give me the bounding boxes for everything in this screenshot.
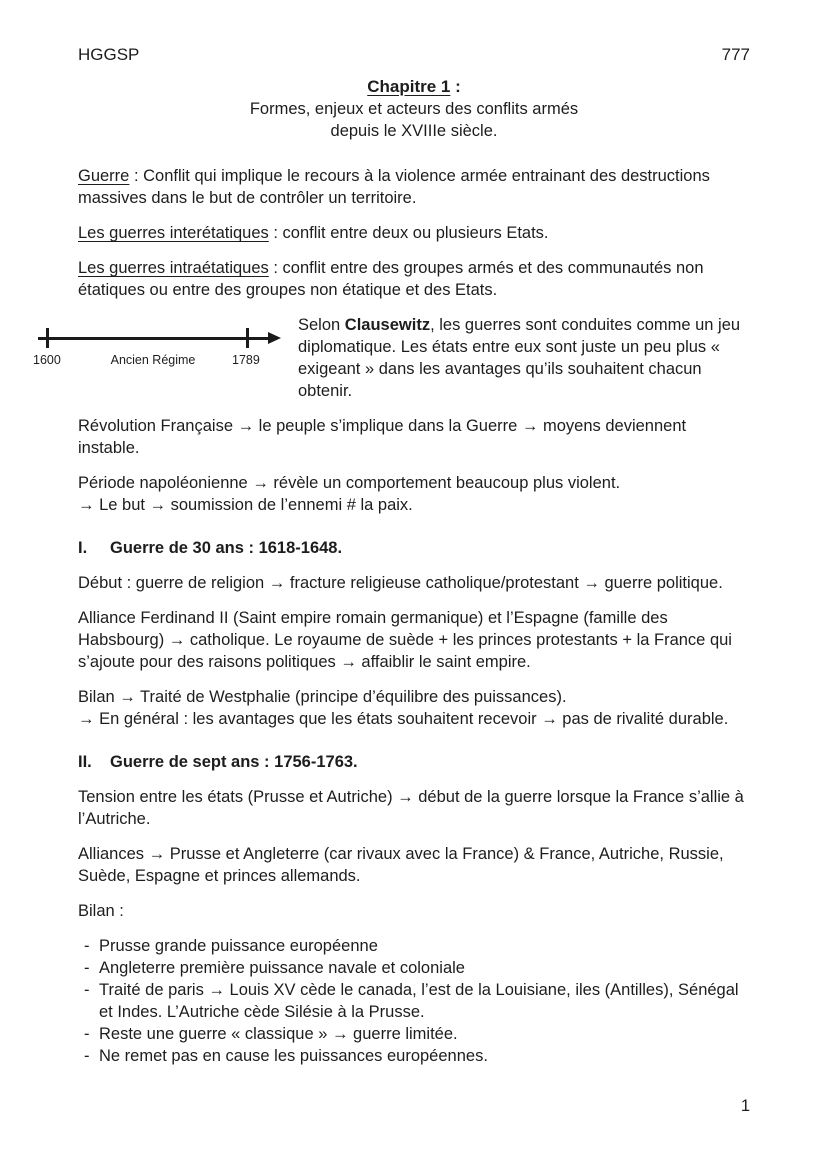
timeline-axis [38, 337, 270, 340]
definition-interetatiques-text: : conflit entre deux ou plusieurs Etats. [268, 224, 549, 242]
dash-marker: - [84, 959, 90, 977]
chapter-title-colon: : [450, 77, 461, 96]
list-item-text: Traité de paris → Louis XV cède le canada, l’est de la Louisiane, iles (Antilles), Sénégal et Indes. L’Autriche cède Silésie à la Prusse. [99, 981, 739, 1021]
definition-intraetatiques-term: Les guerres intraétatiques [78, 259, 269, 277]
timeline-label-ancien-regime: Ancien Régime [110, 353, 196, 367]
section1-paragraph-alliance: Alliance Ferdinand II (Saint empire romain germanique) et l’Espagne (famille des Habsbourg) → catholique. Le royaume de suède + les princes protestants + la France qui s’ajoute pour des raisons politiques → affaiblir le saint empire. [78, 609, 732, 671]
section2-bilan-list [78, 935, 750, 1067]
chapter-title [78, 76, 750, 142]
napoleon-line1: Période napoléonienne → révèle un comportement beaucoup plus violent. [78, 474, 621, 492]
definition-intraetatiques [78, 257, 750, 301]
list-item [78, 1045, 750, 1067]
timeline-tick-1789 [246, 328, 249, 348]
napoleon-line2: → Le but → soumission de l’ennemi # la paix. [78, 496, 413, 514]
clausewitz-text: , les guerres sont conduites comme un jeu diplomatique. Les états entre eux sont juste un peu plus « exigeant » dans les avantages qu’ils souhaitent chacun obtenir. [298, 316, 741, 400]
timeline-tick-1600 [46, 328, 49, 348]
dash-marker: - [84, 1047, 90, 1065]
timeline-section [33, 314, 750, 402]
revolution-paragraph: Révolution Française → le peuple s’implique dans la Guerre → moyens deviennent instable. [78, 417, 687, 457]
clausewitz-name: Clausewitz [344, 316, 431, 334]
list-item-text: Angleterre première puissance navale et coloniale [99, 959, 465, 977]
header-number: 777 [721, 45, 750, 64]
list-item-text: Ne remet pas en cause les puissances européennes. [99, 1047, 488, 1065]
section2-number: II. [78, 753, 92, 771]
definition-interetatiques [78, 222, 750, 244]
section1-title: Guerre de 30 ans : 1618-1648. [110, 539, 343, 557]
section2-bilan-label: Bilan : [78, 902, 124, 920]
clausewitz-prefix: Selon [298, 316, 345, 334]
header-course-label: HGGSP [78, 45, 140, 64]
list-item [78, 957, 750, 979]
napoleon-paragraph [78, 472, 750, 516]
chapter-subtitle-line1: Formes, enjeux et acteurs des conflits armés [249, 100, 579, 118]
chapter-title-text: Chapitre 1 [367, 77, 451, 96]
section2-paragraph-alliances: Alliances → Prusse et Angleterre (car rivaux avec la France) & France, Autriche, Russie, Suède, Espagne et princes allemands. [78, 845, 724, 885]
page-number: 1 [740, 1097, 750, 1115]
list-item [78, 979, 750, 1023]
dash-marker: - [84, 981, 90, 999]
timeline-label-1600: 1600 [33, 353, 61, 367]
chapter-subtitle-line2: depuis le XVIIIe siècle. [330, 122, 498, 140]
section1-heading [78, 537, 750, 559]
timeline-diagram [33, 314, 298, 402]
dash-marker: - [84, 1025, 90, 1043]
timeline-label-1789: 1789 [232, 353, 260, 367]
timeline-arrowhead-icon [268, 332, 281, 344]
section2-paragraph-tension: Tension entre les états (Prusse et Autriche) → début de la guerre lorsque la France s’allie à l’Autriche. [78, 788, 744, 828]
section1-paragraph-debut: Début : guerre de religion → fracture religieuse catholique/protestant → guerre politique. [78, 574, 723, 592]
list-item [78, 935, 750, 957]
definition-guerre-term: Guerre [78, 167, 130, 185]
definition-guerre [78, 165, 750, 209]
list-item-text: Reste une guerre « classique » → guerre limitée. [99, 1025, 458, 1043]
section1-bilan-line1: Bilan → Traité de Westphalie (principe d’équilibre des puissances). [78, 688, 567, 706]
section2-title: Guerre de sept ans : 1756-1763. [110, 753, 358, 771]
section1-bilan-line2: → En général : les avantages que les états souhaitent recevoir → pas de rivalité durable. [78, 710, 729, 728]
section1-paragraph-bilan [78, 686, 750, 730]
list-item-text: Prusse grande puissance européenne [99, 937, 378, 955]
definition-guerre-text: : Conflit qui implique le recours à la violence armée entrainant des destructions massives dans le but de contrôler un territoire. [78, 167, 710, 207]
timeline-canvas [33, 328, 288, 388]
section2-heading [78, 751, 750, 773]
list-item [78, 1023, 750, 1045]
section1-number: I. [78, 539, 88, 557]
definition-intraetatiques-text: : conflit entre des groupes armés et des communautés non étatiques ou entre des groupes non étatique et des Etats. [78, 259, 704, 299]
clausewitz-paragraph [298, 314, 750, 402]
definition-interetatiques-term: Les guerres interétatiques [78, 224, 269, 242]
page-header [78, 44, 750, 66]
chapter-title-line1 [78, 76, 750, 98]
dash-marker: - [84, 937, 90, 955]
